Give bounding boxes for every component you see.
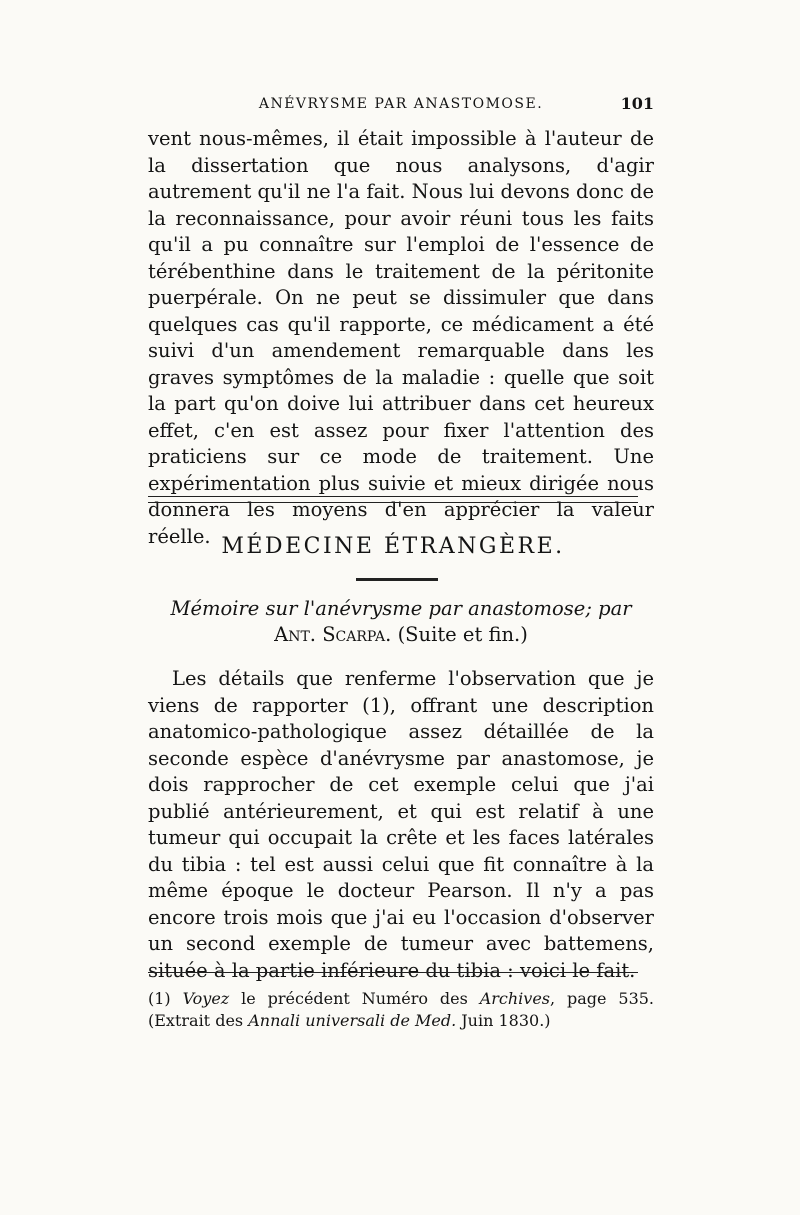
footnote-text-3: Juin 1830.)	[461, 1011, 551, 1030]
footnote-text-2: , page 535. (Extrait des	[148, 989, 655, 1030]
continuation-paragraph: vent nous-mêmes, il était impossible à l'auteur de la dissertation que nous analysons, d'agir autrement qu'il ne l'a fait. Nous lui devons donc de la reconnaissance, pour avoir réuni tous les faits qu'il a pu connaître sur l'emploi de l'essence de térébenthine dans le traitement de la péritonite puerpérale. On ne peut se dissimuler que dans quelques cas qu'il rapporte, ce médicament a été suivi d'un amendement remarquable dans les graves symptômes de la maladie : quelle que soit la part qu'on doive lui attribuer dans cet heureux effet, c'en est assez pour fixer l'attention des praticiens sur ce mode de traitement. Une expérimentation plus suivie et mieux dirigée nous donnera les moyens d'en apprécier la valeur réelle.	[148, 127, 654, 548]
main-text	[148, 666, 654, 984]
memoir-author: Ant. Scarpa.	[274, 623, 392, 646]
section-divider-top	[148, 496, 638, 497]
running-head	[148, 92, 654, 116]
memoir-suffix: (Suite et fin.)	[397, 623, 528, 646]
running-title: ANÉVRYSME PAR ANASTOMOSE.	[258, 96, 544, 112]
footnote	[148, 988, 654, 1032]
section-title: MÉDECINE ÉTRANGÈRE.	[221, 534, 565, 559]
footnote-archives: Archives	[479, 989, 551, 1008]
footnote-marker: (1)	[148, 989, 171, 1008]
memoir-title-italic: Mémoire sur l'anévrysme par anastomose; par	[170, 597, 632, 620]
section-divider-bottom	[148, 502, 638, 503]
page-number: 101	[620, 94, 654, 113]
footnote-voyez: Voyez	[182, 989, 230, 1008]
main-paragraph: Les détails que renferme l'observation que je viens de rapporter (1), offrant une description anatomico-pathologique assez détaillée de la seconde espèce d'anévrysme par anastomose, je dois rapprocher de cet exemple celui que j'ai publié antérieurement, et qui est relatif à une tumeur qui occupait la crête et les faces latérales du tibia : tel est aussi celui que fit connaître à la même époque le docteur Pearson. Il n'y a pas encore trois mois que j'ai eu l'occasion d'observer un second exemple de tumeur avec battemens, située à la partie inférieure du tibia : voici le fait.	[148, 667, 654, 982]
footnote-annali: Annali universali de Med.	[248, 1011, 457, 1030]
footnote-divider	[148, 972, 638, 973]
memoir-title	[148, 596, 654, 648]
title-underline	[356, 578, 438, 581]
continuation-text	[148, 126, 654, 550]
footnote-text-1: le précédent Numéro des	[241, 989, 468, 1008]
